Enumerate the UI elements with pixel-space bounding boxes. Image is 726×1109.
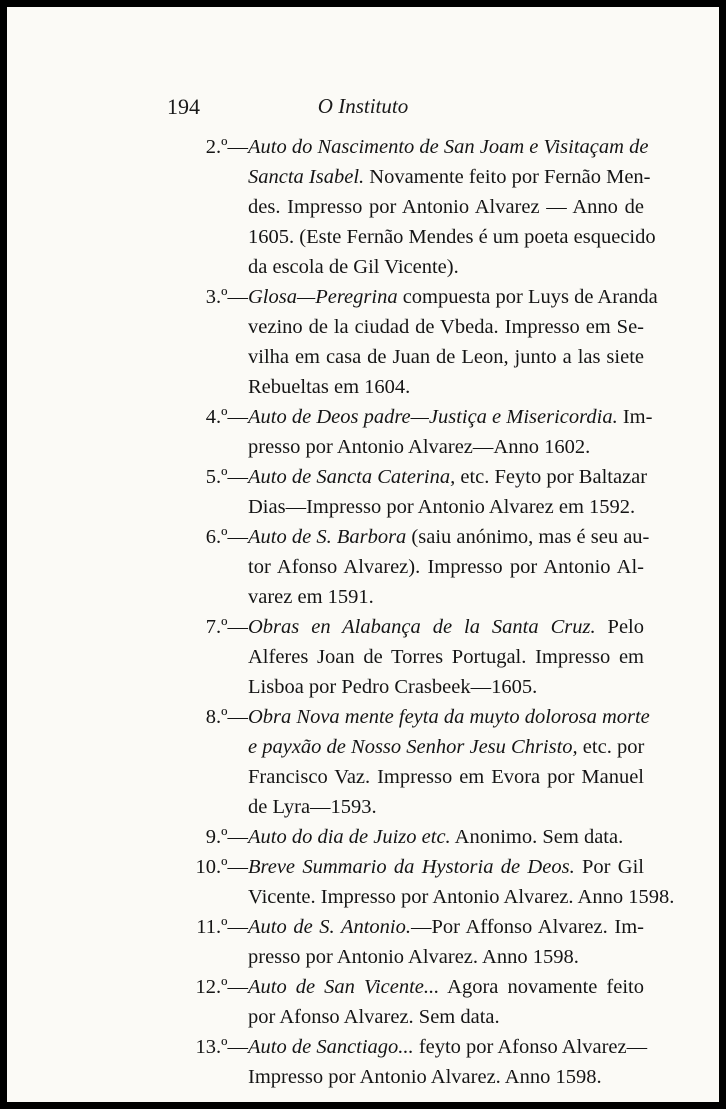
entry-title-text: Auto de San Vicente... (248, 976, 440, 998)
entry-line (248, 132, 649, 162)
entry-title-text: Auto de S. Antonio. (248, 916, 411, 938)
entry-text: etc. por (577, 736, 645, 758)
entry-text: por Afonso Alvarez. Sem data. (248, 1006, 500, 1028)
entry-number: 9.º— (205, 826, 248, 848)
entry-line (248, 1002, 644, 1032)
entry-line (248, 912, 644, 942)
entry-text: Alferes Joan de Torres Portugal. Impresso em (248, 646, 644, 668)
entry-text: Francisco Vaz. Impresso em Evora por Manuel (248, 766, 644, 788)
catalogue-entry (205, 462, 648, 522)
entry-text: presso por Antonio Alvarez—Anno 1602. (248, 436, 591, 458)
catalogue-entry (195, 852, 675, 912)
entry-text: Vicente. Impresso por Antonio Alvarez. Anno 1598. (248, 886, 675, 908)
entry-line (248, 852, 644, 882)
book-page (7, 7, 719, 1102)
entry-text: vilha em casa de Juan de Leon, junto a las siete (248, 346, 644, 368)
entry-line (248, 282, 658, 312)
entry-number: 4.º— (205, 406, 248, 428)
entry-text: Por Gil (574, 856, 644, 878)
entry-number: 8.º— (205, 706, 248, 728)
entry-text: —Por Affonso Alvarez. Im- (410, 916, 644, 938)
entry-text: tor Afonso Alvarez). Impresso por Antonio Al- (248, 556, 644, 578)
entry-title-text: Auto de Deos padre—Justiça e Misericordia. (248, 406, 618, 428)
entry-title-text: Glosa—Peregrina (248, 286, 398, 308)
running-title: O Instituto (317, 94, 409, 118)
catalogue-entry (205, 612, 644, 702)
entry-line (248, 642, 644, 672)
entry-line (248, 732, 644, 762)
entry-line (248, 342, 644, 372)
entry-line (248, 792, 644, 822)
entry-line (248, 552, 644, 582)
entry-number: 12.º— (195, 976, 248, 998)
entry-text: Dias—Impresso por Antonio Alvarez em 1592. (248, 496, 636, 518)
entry-title-text: Obra Nova mente feyta da muyto dolorosa morte (248, 706, 650, 728)
entry-text: etc. Feyto por Baltazar (455, 466, 648, 488)
entry-text: feyto por Afonso Alvarez— (413, 1036, 648, 1058)
entry-line (248, 372, 644, 402)
entry-number: 2.º— (205, 136, 248, 158)
entry-title-text: Auto do dia de Juizo etc. (248, 826, 451, 848)
entry-text: Anonimo. Sem data. (450, 826, 624, 848)
entry-line (248, 972, 644, 1002)
catalogue-entry (205, 402, 653, 462)
entry-text: Im- (617, 406, 653, 428)
entry-title-text: Auto de Sancta Caterina, (248, 466, 456, 488)
entry-number: 11.º— (196, 916, 248, 938)
entry-line (248, 462, 648, 492)
page-number: 194 (167, 94, 200, 119)
entry-line (248, 762, 644, 792)
entry-line (248, 312, 644, 342)
entry-line (248, 672, 644, 702)
entry-number: 5.º— (205, 466, 248, 488)
entry-text: da escola de Gil Vicente). (248, 256, 459, 278)
entry-line (248, 1062, 644, 1092)
entry-number: 13.º— (195, 1036, 248, 1058)
entry-line (248, 582, 644, 612)
entry-line (248, 822, 644, 852)
entry-text: (saiu anónimo, mas é seu au- (406, 526, 650, 548)
catalogue-entry (205, 282, 658, 402)
entry-line (248, 1032, 648, 1062)
entry-line (248, 402, 653, 432)
entry-line (248, 492, 644, 522)
entry-line (248, 252, 644, 282)
entry-number: 6.º— (205, 526, 248, 548)
entry-text: 1605. (Este Fernão Mendes é um poeta esquecido (248, 226, 656, 248)
entry-line (248, 432, 644, 462)
catalogue-entry (205, 132, 656, 282)
entry-line (248, 162, 651, 192)
entry-line (248, 522, 650, 552)
entry-text: des. Impresso por Antonio Alvarez — Anno de (248, 196, 644, 218)
catalogue-entry (205, 522, 650, 612)
entry-number: 3.º— (205, 286, 248, 308)
entry-text: Pelo (595, 616, 644, 638)
entry-text: compuesta por Luys de Aranda (397, 286, 658, 308)
catalogue-entry (196, 912, 644, 972)
catalogue-entry (195, 972, 644, 1032)
page-header (7, 94, 719, 124)
entry-number: 10.º— (195, 856, 248, 878)
entry-number: 7.º— (205, 616, 248, 638)
entry-text: de Lyra—1593. (248, 796, 377, 818)
catalogue-entry (195, 1032, 648, 1092)
entry-list (7, 132, 719, 1092)
entry-line (248, 882, 675, 912)
entry-text: vezino de la ciudad de Vbeda. Impresso em Se- (248, 316, 644, 338)
catalogue-entry (205, 822, 644, 852)
entry-text: presso por Antonio Alvarez. Anno 1598. (248, 946, 579, 968)
entry-title-text: Obras en Alabança de la Santa Cruz. (248, 616, 596, 638)
entry-line (248, 192, 644, 222)
entry-title-text: Auto do Nascimento de San Joam e Visitaçam de (248, 136, 649, 158)
entry-text: varez em 1591. (248, 586, 374, 608)
entry-title-text: e payxão de Nosso Senhor Jesu Christo, (248, 736, 578, 758)
entry-line (248, 942, 644, 972)
entry-line (248, 222, 656, 252)
entry-text: Impresso por Antonio Alvarez. Anno 1598. (248, 1066, 602, 1088)
catalogue-entry (205, 702, 650, 822)
entry-title-text: Breve Summario da Hystoria de Deos. (248, 856, 575, 878)
entry-line (248, 702, 650, 732)
entry-title-text: Sancta Isabel. (248, 166, 365, 188)
entry-text: Lisboa por Pedro Crasbeek—1605. (248, 676, 538, 698)
entry-text: Rebueltas em 1604. (248, 376, 411, 398)
entry-text: Agora novamente feito (439, 976, 644, 998)
entry-title-text: Auto de Sanctiago... (248, 1036, 414, 1058)
entry-text: Novamente feito por Fernão Men- (364, 166, 651, 188)
entry-title-text: Auto de S. Barbora (248, 526, 407, 548)
entry-line (248, 612, 644, 642)
